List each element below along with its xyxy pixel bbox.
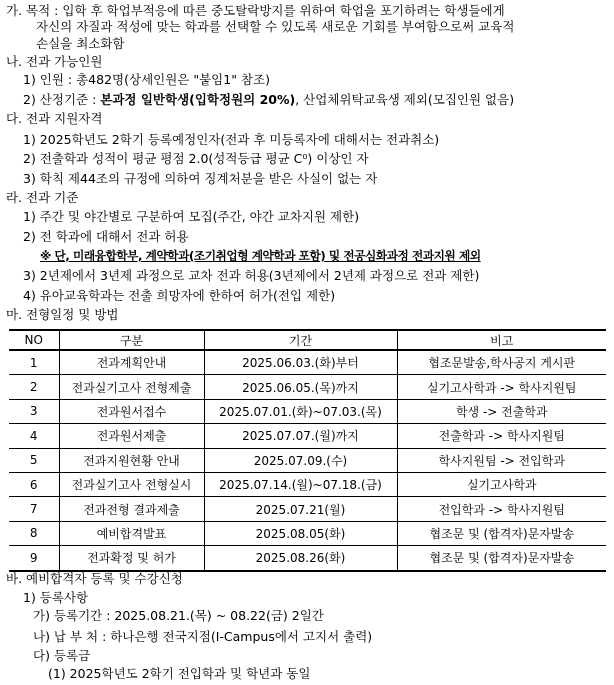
col-header-remark: 비고 — [397, 330, 606, 350]
quota-item-2-suffix: , 산업체위탁교육생 제외(모집인원 없음) — [295, 92, 515, 107]
cell-period: 2025.06.05.(목)까지 — [204, 375, 397, 399]
cell-category: 전과전형 결과제출 — [59, 497, 204, 521]
qualification-item-2: 2) 전출학과 성적이 평균 평점 2.0(성적등급 평균 C⁰) 이상인 자 — [23, 151, 369, 166]
cell-period: 2025.07.01.(화)~07.03.(목) — [204, 399, 397, 423]
cell-period: 2025.08.26(화) — [204, 546, 397, 571]
registration-item-c1: (1) 2025학년도 2학기 전입학과 및 학년과 동일 — [48, 666, 311, 681]
cell-category: 전과계획안내 — [59, 350, 204, 375]
cell-period: 2025.07.14.(월)~07.18.(금) — [204, 472, 397, 496]
cell-remark: 실기고사학과 -> 학사지원팀 — [397, 375, 606, 399]
col-header-category: 구분 — [59, 330, 204, 350]
cell-period: 2025.06.03.(화)부터 — [204, 350, 397, 375]
table-row — [9, 546, 606, 571]
criteria-item-4: 4) 유아교육학과는 전출 희망자에 한하여 허가(전입 제한) — [23, 288, 336, 303]
schedule-table — [9, 329, 606, 572]
cell-category: 전과확정 및 허가 — [59, 546, 204, 571]
cell-category: 전과지원현황 안내 — [59, 448, 204, 472]
cell-period: 2025.07.09.(수) — [204, 448, 397, 472]
table-row — [9, 424, 606, 448]
col-header-period: 기간 — [204, 330, 397, 350]
cell-remark: 실기고사학과 — [397, 472, 606, 496]
registration-heading: 바. 예비합격자 등록 및 수강신청 — [6, 571, 183, 586]
cell-remark: 협조문 및 (합격자)문자발송 — [397, 546, 606, 571]
table-row — [9, 472, 606, 496]
purpose-line-3: 손실을 최소화함 — [36, 36, 125, 51]
cell-period: 2025.08.05(화) — [204, 521, 397, 545]
cell-category: 예비합격발표 — [59, 521, 204, 545]
cell-remark: 학사지원팀 -> 전입학과 — [397, 448, 606, 472]
quota-heading: 나. 전과 가능인원 — [6, 54, 103, 69]
cell-category: 전과원서제출 — [59, 424, 204, 448]
table-row — [9, 448, 606, 472]
quota-item-2-prefix: 2) 산정기준 : — [23, 92, 101, 107]
cell-remark: 전출학과 -> 학사지원팀 — [397, 424, 606, 448]
criteria-item-2: 2) 전 학과에 대해서 전과 허용 — [23, 229, 189, 244]
purpose-line-1: 가. 목적 : 입학 후 학업부적응에 따른 중도탈락방지를 위하여 학업을 포기하려는 학생들에게 — [6, 3, 505, 18]
schedule-header-row — [9, 330, 606, 350]
cell-no: 1 — [9, 350, 59, 375]
cell-no: 4 — [9, 424, 59, 448]
cell-no: 2 — [9, 375, 59, 399]
cell-no: 5 — [9, 448, 59, 472]
schedule-heading: 마. 전형일정 및 방법 — [6, 307, 119, 322]
cell-no: 9 — [9, 546, 59, 571]
col-header-no: NO — [9, 330, 59, 350]
criteria-note: ※ 단, 미래융합학부, 계약학과(조기취업형 계약학과 포함) 및 전공심화과정 전과지원 제외 — [40, 249, 481, 263]
table-row — [9, 375, 606, 399]
cell-category: 전과실기고사 전형실시 — [59, 472, 204, 496]
registration-item-a: 가) 등록기간 : 2025.08.21.(목) ~ 08.22(금) 2일간 — [33, 608, 324, 623]
table-row — [9, 399, 606, 423]
purpose-line-2: 자신의 자질과 적성에 맞는 학과를 선택할 수 있도록 새로운 기회를 부여함으로써 교육적 — [36, 19, 515, 34]
qualification-heading: 다. 전과 지원자격 — [6, 111, 103, 126]
cell-category: 전과원서접수 — [59, 399, 204, 423]
cell-no: 3 — [9, 399, 59, 423]
registration-item-b: 나) 납 부 처 : 하나은행 전국지점(I-Campus에서 고지서 출력) — [33, 629, 373, 644]
criteria-heading: 라. 전과 기준 — [6, 190, 79, 205]
registration-sub-1: 1) 등록사항 — [23, 590, 89, 605]
cell-period: 2025.07.07.(월)까지 — [204, 424, 397, 448]
cell-remark: 전입학과 -> 학사지원팀 — [397, 497, 606, 521]
cell-remark: 협조문발송,학사공지 게시판 — [397, 350, 606, 375]
qualification-item-1: 1) 2025학년도 2학기 등록예정인자(전과 후 미등록자에 대해서는 전과취소) — [23, 132, 440, 147]
cell-remark: 협조문 및 (합격자)문자발송 — [397, 521, 606, 545]
registration-item-c: 다) 등록금 — [33, 648, 91, 663]
cell-period: 2025.07.21(월) — [204, 497, 397, 521]
cell-category: 전과실기고사 전형제출 — [59, 375, 204, 399]
cell-no: 8 — [9, 521, 59, 545]
criteria-item-1: 1) 주간 및 야간별로 구분하여 모집(주간, 야간 교차지원 제한) — [23, 209, 360, 224]
cell-remark: 학생 -> 전출학과 — [397, 399, 606, 423]
quota-item-1: 1) 인원 : 총482명(상세인원은 "붙임1" 참조) — [23, 72, 270, 87]
quota-item-2 — [23, 92, 514, 108]
quota-item-2-bold: 본과정 일반학생(입학정원의 20%) — [100, 92, 296, 107]
cell-no: 6 — [9, 472, 59, 496]
criteria-item-3: 3) 2년제에서 3년제 과정으로 교차 전과 허용(3년제에서 2년제 과정으로 전과 제한) — [23, 268, 480, 283]
table-row — [9, 350, 606, 375]
table-row — [9, 497, 606, 521]
qualification-item-3: 3) 학칙 제44조의 규정에 의하여 징계처분을 받은 사실이 없는 자 — [23, 171, 378, 186]
cell-no: 7 — [9, 497, 59, 521]
table-row — [9, 521, 606, 545]
